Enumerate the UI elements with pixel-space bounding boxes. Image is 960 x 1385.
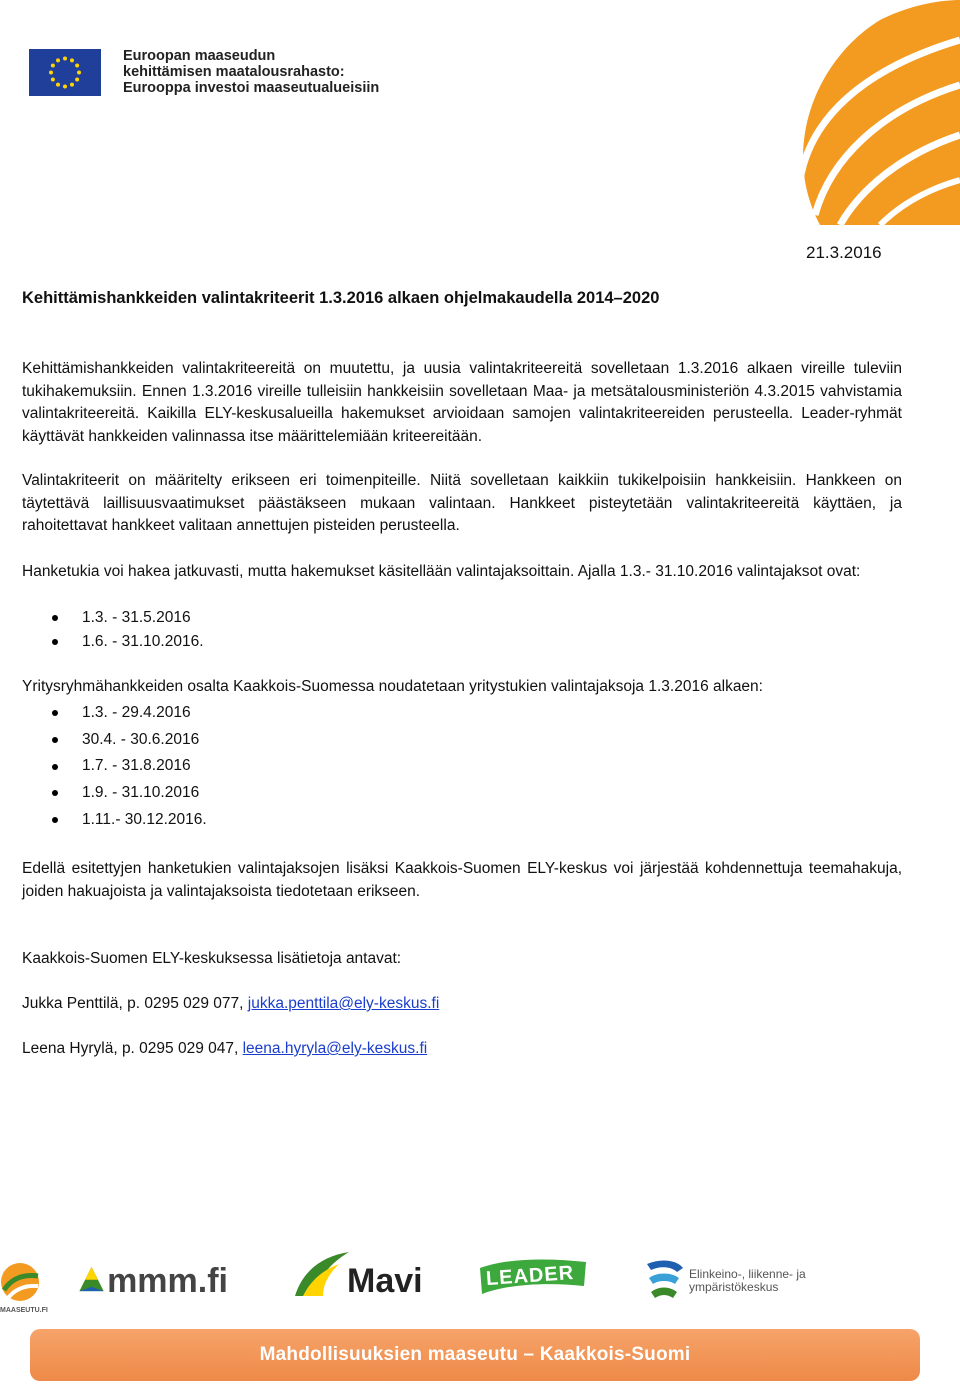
eu-flag-icon (29, 49, 101, 96)
eu-text-line-1: Euroopan maaseudun (123, 48, 276, 64)
ely-logo (643, 1258, 813, 1302)
footer-banner (30, 1329, 920, 1381)
mavi-logo (293, 1250, 423, 1300)
contact-leena-phone: Leena Hyrylä, p. 0295 029 047, (22, 1040, 243, 1057)
mavi-label: Mavi (347, 1262, 423, 1300)
eu-star-icon (75, 78, 79, 82)
eu-text-line-2: kehittämisen maatalousrahasto: (123, 64, 345, 80)
eu-star-icon (49, 71, 53, 75)
eu-star-icon (70, 58, 74, 62)
eu-star-icon (63, 85, 67, 89)
maaseutu-swoosh-logo-icon (760, 0, 960, 225)
paragraph-criteria-definition: Valintakriteerit on määritelty erikseen eri toimenpiteille. Niitä sovelletaan kaikkiin tukikelpoisiin hankkeisiin. Hankkeen on täytettävä laillisuusvaatimukset päästäkseen mukaan valintaan. Hankkeet pisteytetään valintakriteereitä käyttäen, ja rahoitettavat hankkeet valitaan annettujen pisteiden perusteella. (22, 472, 902, 535)
contact-jukka (22, 993, 902, 1016)
list-item: 1.3. - 29.4.2016 (0, 700, 207, 727)
contact-jukka-phone: Jukka Penttilä, p. 0295 029 077, (22, 995, 248, 1012)
contact-heading: Kaakkois-Suomen ELY-keskuksessa lisätietoja antavat: (22, 950, 402, 967)
ely-label-line-1: Elinkeino-, liikenne- ja (689, 1267, 806, 1281)
mmm-triangle-icon (78, 1260, 105, 1298)
ely-emblem-icon (643, 1258, 685, 1300)
eu-star-icon (56, 83, 60, 87)
list-item: 1.3. - 31.5.2016 (0, 606, 204, 630)
business-periods-list (0, 700, 207, 834)
list-item: 30.4. - 30.6.2016 (0, 727, 207, 754)
document-date: 21.3.2016 (806, 243, 882, 262)
email-link-jukka[interactable]: jukka.penttila@ely-keskus.fi (247, 995, 440, 1012)
paragraph-theme-calls: Edellä esitettyjen hanketukien valintajaksojen lisäksi Kaakkois-Suomen ELY-keskus voi järjestää kohdennettuja teemahakuja, joiden hakuajoista ja valintajaksoista tiedotetaan erikseen. (22, 860, 902, 900)
paragraph-business-group-projects: Yritysryhmähankkeiden osalta Kaakkois-Suomessa noudatetaan yritystukien valintajaksoja 1.3.2016 alkaen: (22, 678, 763, 695)
paragraph-application-periods: Hanketukia voi hakea jatkuvasti, mutta hakemukset käsitellään valintajaksoittain. Ajalla 1.3.- 31.10.2016 valintajaksot ovat: (22, 563, 861, 580)
mmm-label: mmm.fi (107, 1262, 228, 1300)
eu-star-icon (63, 57, 67, 61)
email-link-leena[interactable]: leena.hyryla@ely-keskus.fi (242, 1040, 428, 1057)
maaseutu-circle-icon (0, 1260, 40, 1304)
footer-banner-text: Mahdollisuuksien maaseutu – Kaakkois-Suomi (259, 1344, 691, 1365)
mavi-wave-icon (293, 1250, 353, 1298)
paragraph-criteria-change: Kehittämishankkeiden valintakriteereitä on muutettu, ja uusia valintakriteereitä sovelletaan 1.3.2016 alkaen vireille tuleviin tukihakemuksiin. Ennen 1.3.2016 vireille tulleisiin hankkeisiin sovelletaan Maa- ja metsätalousministeriön 4.3.2015 vahvistamia valintakriteereitä. Kaikilla ELY-keskusalueilla hakemukset arvioidaan samojen valintakriteereiden perusteella. Leader-ryhmät käyttävät hankkeiden valinnassa itse määrittelemiään kriteereitään. (22, 360, 902, 446)
maaseutu-fi-logo (0, 1260, 48, 1316)
ely-label (689, 1268, 806, 1294)
list-item: 1.9. - 31.10.2016 (0, 780, 207, 807)
eu-star-icon (70, 83, 74, 87)
eu-star-icon (51, 78, 55, 82)
contact-leena (22, 1038, 902, 1061)
list-item: 1.6. - 31.10.2016. (0, 630, 204, 654)
eu-star-icon (75, 64, 79, 68)
eu-star-icon (51, 64, 55, 68)
eu-star-icon (56, 58, 60, 62)
eu-fund-text (123, 48, 379, 96)
maaseutu-fi-label: MAASEUTU.FI (0, 1307, 48, 1314)
leader-label: LEADER (485, 1261, 575, 1291)
mmm-logo (78, 1252, 228, 1298)
list-item: 1.7. - 31.8.2016 (0, 753, 207, 780)
selection-periods-list (0, 606, 204, 654)
list-item: 1.11.- 30.12.2016. (0, 807, 207, 834)
eu-text-line-3: Eurooppa investoi maaseutualueisiin (123, 80, 380, 96)
document-title: Kehittämishankkeiden valintakriteerit 1.3.2016 alkaen ohjelmakaudella 2014–2020 (22, 289, 660, 307)
ely-label-line-2: ympäristökeskus (689, 1280, 779, 1294)
leader-logo (478, 1256, 588, 1296)
eu-star-icon (77, 71, 81, 75)
